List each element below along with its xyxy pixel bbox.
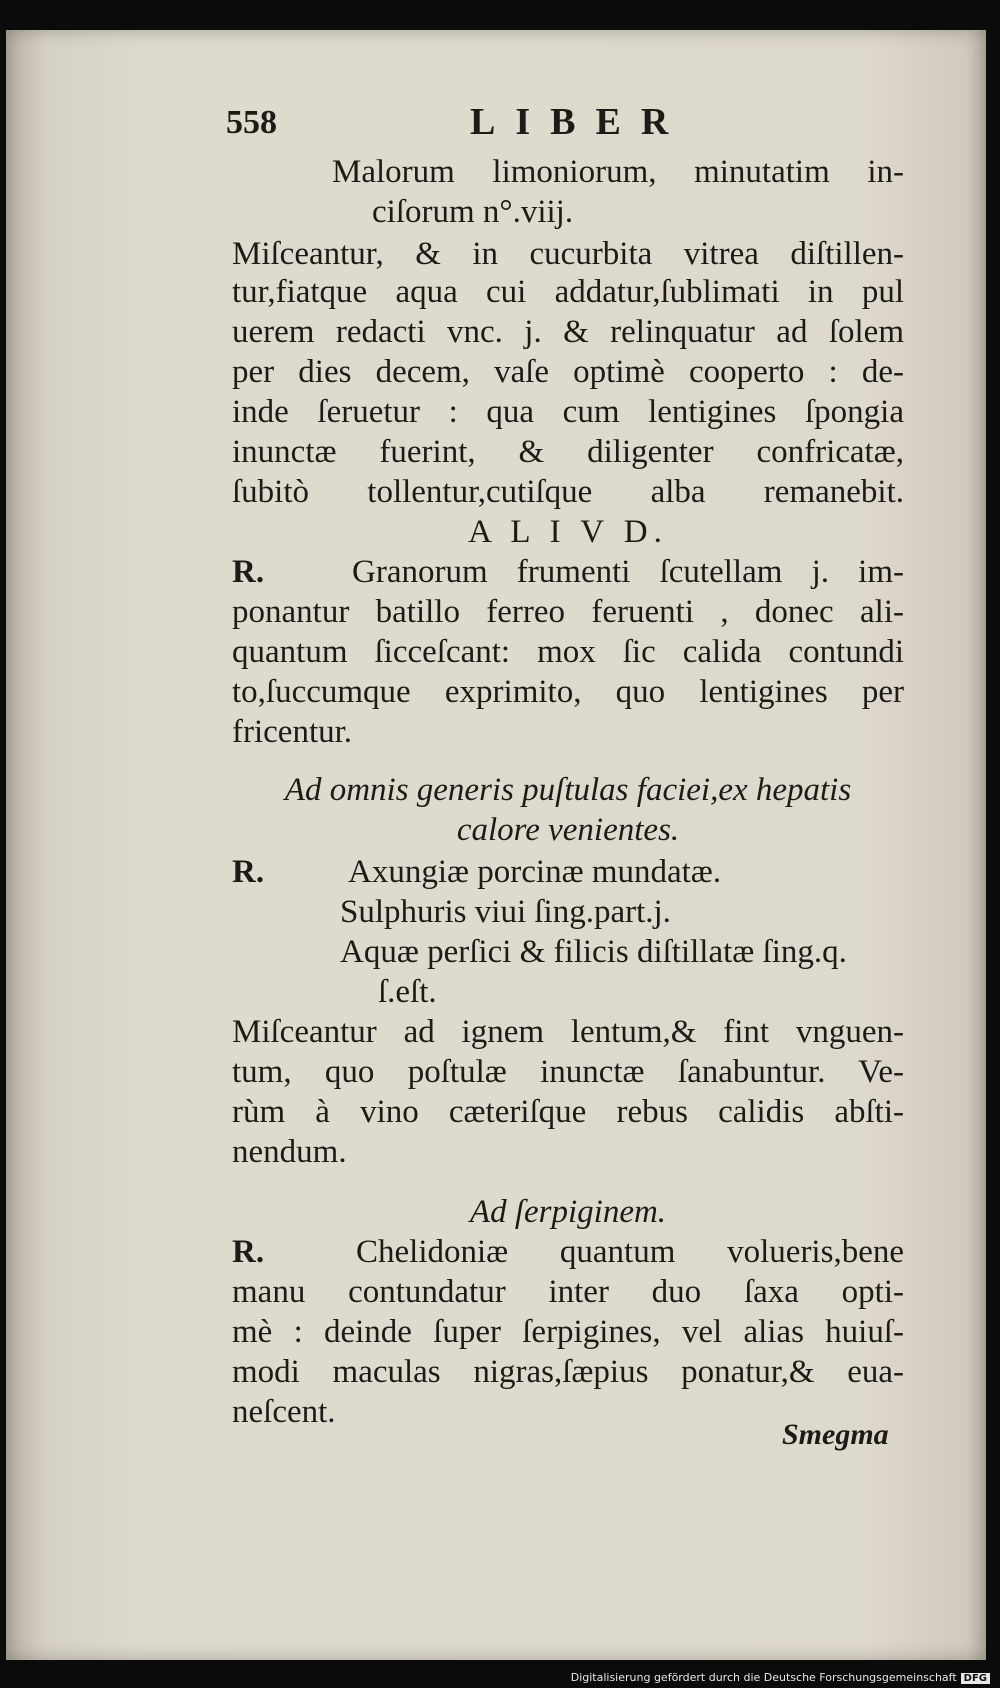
recipe-mark: R. — [232, 554, 265, 590]
footer-text: Digitalisierung gefördert durch die Deutsche Forschungsgemeinschaft — [570, 1671, 957, 1684]
text-line: mè : deinde ſuper ſerpigines, vel alias huiuſ- — [232, 1314, 904, 1350]
recipe-mark: R. — [232, 854, 265, 890]
catchword: Smegma — [782, 1418, 889, 1451]
section-heading: calore venientes. — [456, 812, 680, 848]
recipe-mark: R. — [232, 1234, 265, 1270]
text-line: ſubitò tollentur,cutiſque alba remanebit. — [232, 474, 904, 510]
text-line: inde ſeruetur : qua cum lentigines ſpongia — [232, 394, 904, 430]
text-line: modi maculas nigras,ſæpius ponatur,& eua- — [232, 1354, 904, 1390]
section-heading: Ad omnis generis puſtulas faciei,ex hepatis — [284, 772, 852, 808]
text-line: tum, quo poſtulæ inunctæ ſanabuntur. Ve- — [232, 1054, 904, 1090]
text-line: ponantur batillo ferreo feruenti , donec ali- — [232, 594, 904, 630]
text-line: nendum. — [232, 1134, 347, 1170]
text-line: Chelidoniæ quantum volueris,bene — [356, 1234, 904, 1270]
digitization-footer — [571, 1671, 990, 1684]
text-line: tur,fiatque aqua cui addatur,ſublimati in pul — [232, 274, 904, 310]
text-line: Axungiæ porcinæ mundatæ. — [348, 854, 722, 890]
section-heading: A L I V D. — [468, 514, 668, 550]
text-line: Malorum limoniorum, minutatim in- — [332, 154, 904, 190]
text-line: per dies decem, vaſe optimè cooperto : de- — [232, 354, 904, 390]
page-number: 558 — [226, 104, 277, 141]
text-line: ciſorum n°.viij. — [372, 194, 574, 230]
section-heading: Ad ſerpiginem. — [469, 1194, 667, 1230]
dfg-logo-icon: DFG — [961, 1673, 990, 1684]
text-line: Sulphuris viui ſing.part.j. — [340, 894, 671, 930]
text-line: inunctæ fuerint, & diligenter confricatæ, — [232, 434, 904, 470]
text-line: rùm à vino cæteriſque rebus calidis abſti- — [232, 1094, 904, 1130]
text-line: Miſceantur, & in cucurbita vitrea diſtillen- — [232, 236, 904, 272]
text-line: ſ.eſt. — [378, 974, 437, 1010]
text-line: manu contundatur inter duo ſaxa opti- — [232, 1274, 904, 1310]
text-line: Miſceantur ad ignem lentum,& fint vnguen- — [232, 1014, 904, 1050]
text-line: Granorum frumenti ſcutellam j. im- — [352, 554, 904, 590]
running-title: LIBER — [470, 101, 689, 143]
text-line: uerem redacti vnc. j. & relinquatur ad ſolem — [232, 314, 904, 350]
text-line: quantum ſicceſcant: mox ſic calida contundi — [232, 634, 904, 670]
text-line: to,ſuccumque exprimito, quo lentigines per — [232, 674, 904, 710]
text-line: fricentur. — [232, 714, 353, 750]
text-line: neſcent. — [232, 1394, 336, 1430]
text-line: Aquæ perſici & filicis diſtillatæ ſing.q. — [340, 934, 847, 970]
